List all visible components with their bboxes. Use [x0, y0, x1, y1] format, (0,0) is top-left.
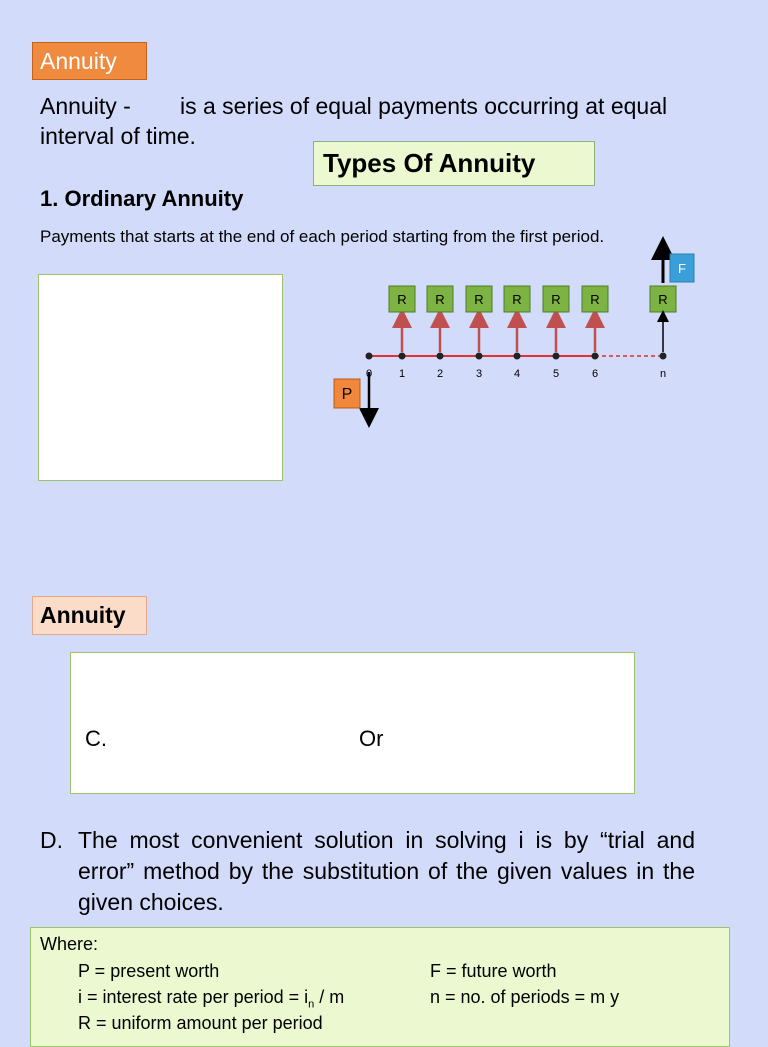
payment-label-4: R	[512, 292, 522, 307]
def-future-worth: F = future worth	[430, 961, 557, 981]
def-interest-rate	[78, 987, 344, 1011]
def-periods: n = no. of periods = m y	[430, 987, 620, 1007]
item-d	[40, 825, 695, 918]
annuity-heading-2: Annuity	[32, 596, 147, 635]
annuity-heading: Annuity	[32, 42, 147, 80]
payment-label-2: R	[435, 292, 445, 307]
def-interest-suffix: / m	[314, 987, 345, 1007]
formula-box-c	[70, 652, 635, 794]
def-present-worth: P = present worth	[78, 961, 220, 981]
period-point-7	[660, 353, 667, 360]
period-point-3	[476, 353, 483, 360]
period-point-6	[592, 353, 599, 360]
def-interest-text: i = interest rate per period = i	[78, 987, 309, 1007]
payment-label-1: R	[397, 292, 407, 307]
def-interest-sub: n	[308, 998, 315, 1011]
period-label-3: 3	[475, 368, 483, 380]
payment-label-5: R	[551, 292, 561, 307]
period-point-1	[399, 353, 406, 360]
period-point-0	[366, 353, 373, 360]
period-label-7: n	[659, 368, 667, 380]
period-point-5	[553, 353, 560, 360]
where-label: Where:	[40, 934, 99, 954]
definition-text: is a series of equal payments occurring at equal interval of time.	[40, 93, 668, 149]
types-of-annuity-heading: Types Of Annuity	[313, 141, 595, 186]
ordinary-annuity-description: Payments that starts at the end of each period starting from the first period.	[40, 227, 605, 246]
item-c-label: C.	[85, 726, 107, 751]
period-point-2	[437, 353, 444, 360]
payment-label-6: R	[590, 292, 600, 307]
period-label-0: 0	[365, 368, 373, 380]
item-d-letter: D.	[40, 827, 63, 853]
payment-label-3: R	[474, 292, 484, 307]
present-worth-label: P	[341, 386, 353, 403]
or-label: Or	[359, 726, 384, 751]
period-label-4: 4	[513, 368, 521, 380]
def-uniform-amount: R = uniform amount per period	[78, 1013, 323, 1033]
future-worth-label: F	[678, 261, 686, 276]
period-point-4	[514, 353, 521, 360]
period-label-2: 2	[436, 368, 444, 380]
period-label-5: 5	[552, 368, 560, 380]
period-label-6: 6	[591, 368, 599, 380]
definition-term: Annuity -	[40, 93, 131, 119]
payment-label-n: R	[658, 292, 668, 307]
period-label-1: 1	[398, 368, 406, 380]
ordinary-annuity-heading: 1. Ordinary Annuity	[40, 186, 244, 211]
item-d-text: The most convenient solution in solving i is by “trial and error” method by the substitution of the given values in the given choices.	[78, 827, 695, 915]
